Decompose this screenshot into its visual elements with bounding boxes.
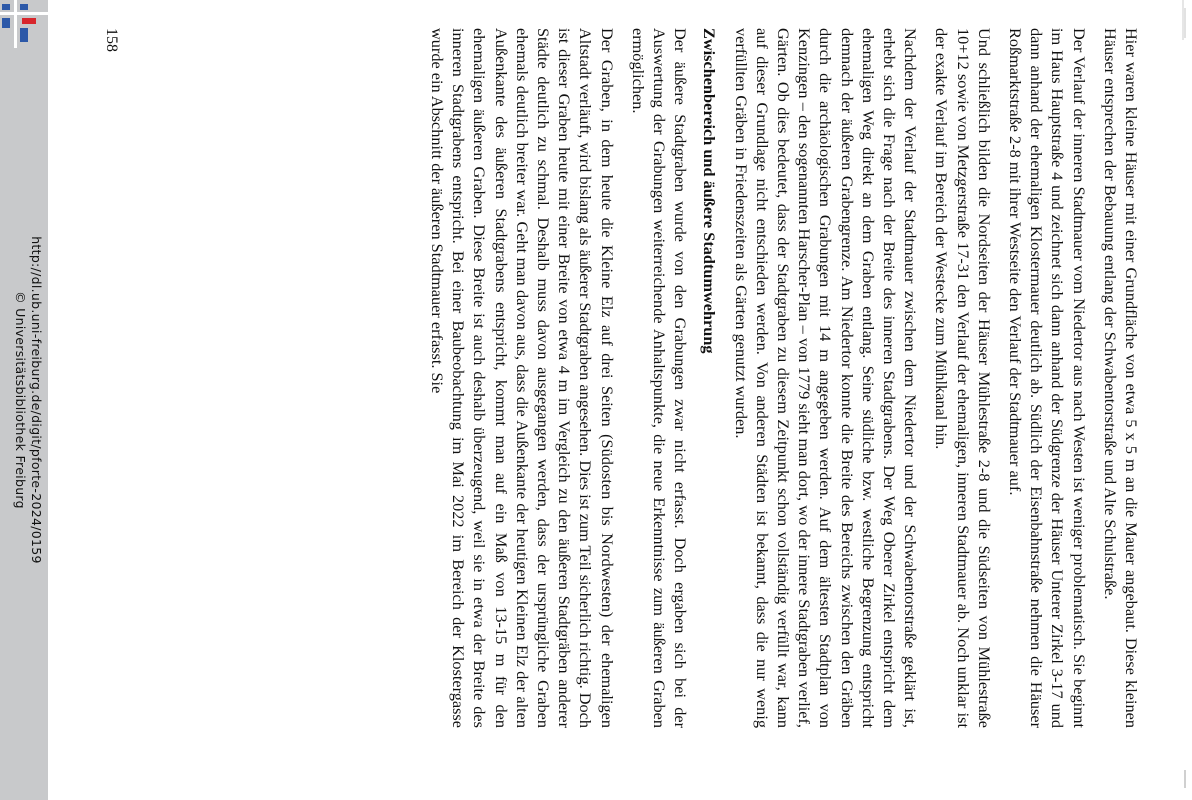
- paragraph: Und schließlich bilden die Nordseiten der Häuser Mühlestraße 2-8 und die Südseiten von Mühlestraße 10+12 sowie von Metzgerstraße 17-31 den Verlauf der ehemaligen, inneren Stadtmauer ab. Noch unklar ist der exakte Verlauf im Bereich der Westecke zum Mühlkanal hin.: [932, 28, 994, 728]
- page-edge: [1178, 0, 1192, 800]
- edge-tick: [1184, 8, 1186, 38]
- sidebar-caption: [4, 20, 44, 780]
- page-content: [48, 20, 1178, 780]
- paragraph: Hier waren kleine Häuser mit einer Grundfläche von etwa 5 x 5 m an die Mauer angebaut. Diese kleinen Häuser entsprechen der Bebauung entlang der Schwabentorstraße und Alte Schulstraße.: [1100, 28, 1141, 728]
- edge-tick: [1184, 770, 1186, 788]
- paragraph: Der Graben, in dem heute die Kleine Elz auf drei Seiten (Südosten bis Nordwesten) der ehemaligen Altstadt verläuft, wird bislang als äußerer Stadtgraben angesehen. Dies ist zum Teil sicherlich richtig. Doch ist dieser Graben heute mit einer Breite von etwa 4 m im Vergleich zu den äußeren Stadtgräben anderer Städte deutlich zu schmal. Deshalb muss davon ausgegangen werden, dass der ursprüngliche Graben ehemals deutlich breiter war. Geht man davon aus, dass die Außenkante der heutigen Kleinen Elz der alten Außenkante des äußeren Stadtgrabens entspricht, kommt man auf ein Maß von 13-15 m für den ehemaligen äußeren Graben. Diese Breite ist auch deshalb überzeugend, weil sie in etwa der Breite des inneren Stadtgrabens entspricht. Bei einer Baubeobachtung im Mai 2022 im Bereich der Klostergasse wurde ein Abschnitt der äußeren Stadtmauer erfasst. Sie: [427, 28, 617, 728]
- source-url-link[interactable]: http://dl.ub.uni-freiburg.de/digit/pforte-2024/0159: [29, 236, 44, 564]
- paragraph: Der Verlauf der inneren Stadtmauer vom Niedertor aus nach Westen ist weniger problematisch. Sie beginnt im Haus Hauptstraße 4 und zeichnet sich dann anhand der Südgrenze der Häuser Unterer Zirkel 3-17 und dann anhand der ehemaligen Klostermauer deutlich ab. Südlich der Eisenbahnstraße nehmen die Häuser Roßmarktstraße 2-8 mit ihrer Westseite den Verlauf der Stadtmauer auf.: [1005, 28, 1089, 728]
- paragraph: Der äußere Stadtgraben wurde von den Grabungen zwar nicht erfasst. Doch ergaben sich bei der Auswertung der Grabungen weiterreichende Anhaltspunkte, die neue Erkenntnisse zum äußeren Graben ermöglichen.: [628, 28, 691, 728]
- copyright-notice: © Universitätsbibliothek Freiburg: [13, 291, 28, 509]
- section-heading: Zwischenbereich und äußere Stadtumwehrung: [700, 28, 720, 354]
- viewer-sidebar: [0, 0, 48, 800]
- paragraph: Nachdem der Verlauf der Stadtmauer zwischen dem Niedertor und der Schwabentorstraße geklärt ist, erhebt sich die Frage nach der Breite des inneren Stadtgrabens. Der Weg Oberer Zirkel entspricht dem ehemaligen Weg direkt an dem Graben entlang. Seine südliche bzw. westliche Begrenzung entspricht demnach der äußeren Grabengrenze. Am Niedertor konnte die Breite des Bereichs zwischen den Gräben durch die archäologischen Grabungen mit 14 m angegeben werden. Auf dem ältesten Stadtplan von Kenzingen – den sogenannten Harscher-Plan – von 1779 sieht man dort, wo der innere Stadtgraben verlief, Gärten. Ob dies bedeutet, dass der Stadtgraben zu diesem Zeitpunkt schon vollständig verfüllt war, kann auf dieser Grundlage nicht entschieden werden. Von anderen Städten ist bekannt, dass die nur wenig verfüllten Gräben in Friedenszeiten als Gärten genutzt wurden.: [731, 28, 921, 728]
- body-text: [132, 28, 1142, 728]
- scanned-page: [48, 0, 1178, 800]
- page-number: 158: [103, 28, 120, 52]
